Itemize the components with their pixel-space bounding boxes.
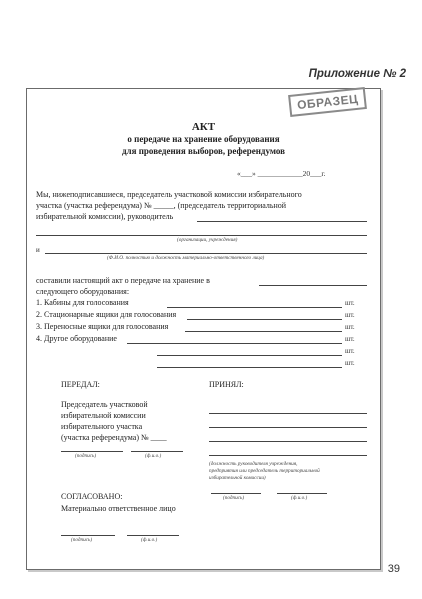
extra-2-unit: шт. xyxy=(345,359,355,367)
accepted-line-2 xyxy=(209,427,367,428)
accepted-caption-1: (должность руководителя учреждения, xyxy=(209,461,298,467)
handed-label: ПЕРЕДАЛ: xyxy=(61,380,100,389)
org-caption: (организации, учреждения) xyxy=(177,237,238,243)
item-3-line xyxy=(185,331,342,332)
date-line: «___» ____________20___г. xyxy=(237,169,326,178)
extra-1-unit: шт. xyxy=(345,347,355,355)
org-field-line xyxy=(36,235,367,236)
sample-stamp: ОБРАЗЕЦ xyxy=(288,87,367,117)
form-title: АКТ xyxy=(191,121,216,133)
accepted-line-4 xyxy=(209,455,367,456)
accepted-sign-line xyxy=(211,493,261,494)
agreed-sign-caption: (подпись) xyxy=(71,537,93,543)
intro-line-3: избирательной комиссии), руководитель xyxy=(36,212,174,221)
item-2-unit: шт. xyxy=(345,311,355,319)
item-3: 3. Переносные ящики для голосования xyxy=(36,322,169,331)
handed-line-2: избирательной комиссии xyxy=(61,411,146,420)
item-1: 1. Кабины для голосования xyxy=(36,298,129,307)
head-field-line xyxy=(197,221,367,222)
item-4: 4. Другое оборудование xyxy=(36,334,117,343)
item-1-line xyxy=(167,307,342,308)
accepted-caption-2: предприятия или председатель территориальной xyxy=(209,468,320,474)
agreed-fio-line xyxy=(127,535,179,536)
agreed-fio-caption: (ф.и.о.) xyxy=(141,537,158,543)
page-number: 39 xyxy=(387,563,400,575)
accepted-label: ПРИНЯЛ: xyxy=(209,380,244,389)
form-subtitle-1: о передаче на хранение оборудования xyxy=(127,134,280,144)
extra-line-1 xyxy=(157,355,342,356)
handed-sign-caption: (подпись) xyxy=(75,453,97,459)
item-4-line xyxy=(127,343,342,344)
intro-line-1: Мы, нижеподписавшиеся, председатель участковой комиссии избирательного xyxy=(36,190,302,199)
storage-place-line xyxy=(259,285,367,286)
agreed-line-1: Материально ответственное лицо xyxy=(61,504,176,513)
item-4-unit: шт. xyxy=(345,335,355,343)
item-2: 2. Стационарные ящики для голосования xyxy=(36,310,177,319)
handed-line-3: избирательного участка xyxy=(61,422,143,431)
handed-sign-line xyxy=(61,451,123,452)
item-2-line xyxy=(187,319,342,320)
fio-caption: (Ф.И.О. полностью и должность материально-ответственного лица) xyxy=(107,255,265,261)
accepted-line-1 xyxy=(209,413,367,414)
accepted-fio-caption: (ф.и.о.) xyxy=(291,495,308,501)
accepted-sign-caption: (подпись) xyxy=(223,495,245,501)
compose-line-2: следующего оборудования: xyxy=(36,287,130,296)
handed-fio-line xyxy=(131,451,183,452)
extra-line-2 xyxy=(157,367,342,368)
intro-line-2: участка (участка референдума) № _____, (председатель территориальной xyxy=(36,201,287,210)
item-3-unit: шт. xyxy=(345,323,355,331)
document-form xyxy=(26,88,381,570)
agreed-label: СОГЛАСОВАНО: xyxy=(61,492,123,501)
item-1-unit: шт. xyxy=(345,299,355,307)
responsible-field-line xyxy=(45,253,367,254)
accepted-fio-line xyxy=(277,493,327,494)
accepted-line-3 xyxy=(209,441,367,442)
accepted-caption-3: избирательной комиссии) xyxy=(209,475,266,481)
form-subtitle-2: для проведения выборов, референдумов xyxy=(122,146,285,156)
handed-line-1: Председатель участковой xyxy=(61,400,148,409)
handed-fio-caption: (ф.и.о.) xyxy=(145,453,162,459)
agreed-sign-line xyxy=(61,535,115,536)
compose-line-1: составили настоящий акт о передаче на хранение в xyxy=(36,276,210,285)
and-label: и xyxy=(36,246,40,254)
handed-line-4: (участка референдума) № ____ xyxy=(61,433,167,442)
appendix-label: Приложение № 2 xyxy=(308,68,406,80)
